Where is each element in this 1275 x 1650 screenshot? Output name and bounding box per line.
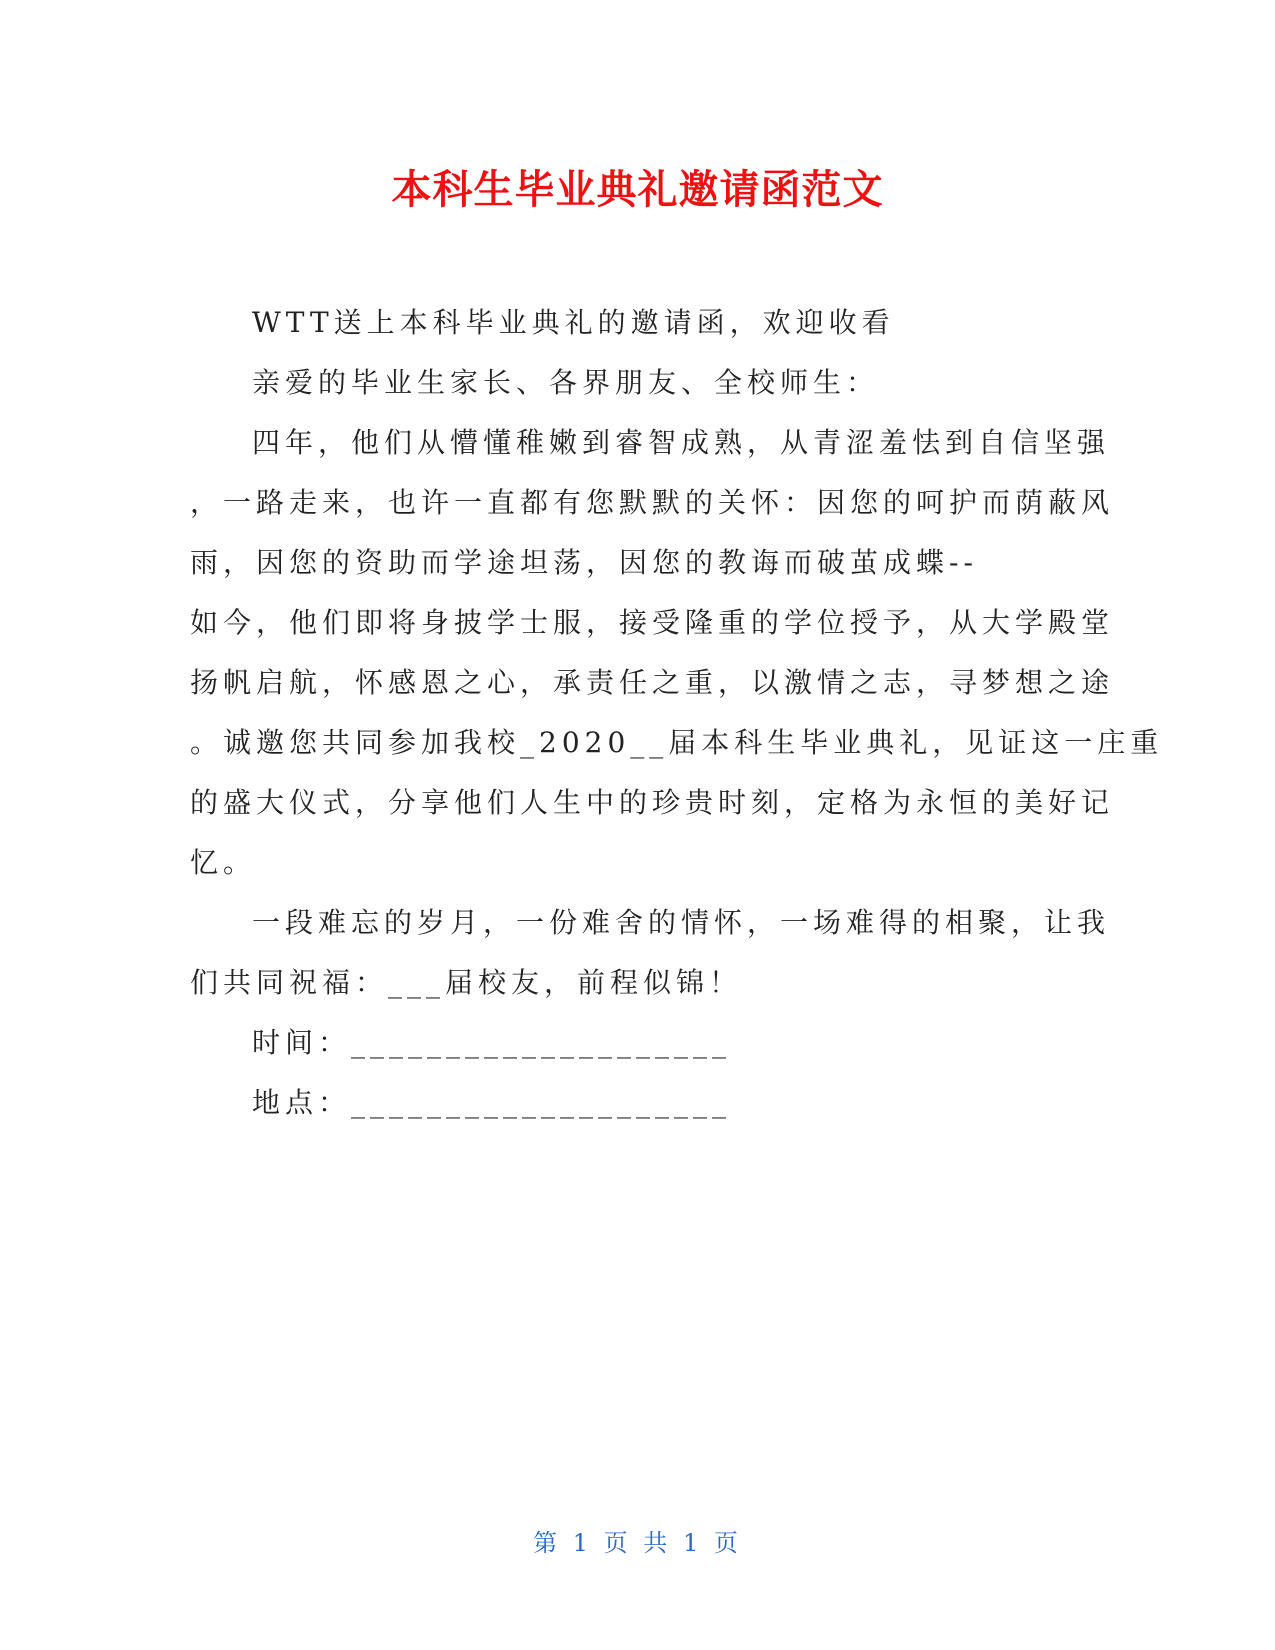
location-field-line: 地点：____________________ <box>252 1086 732 1119</box>
paragraph-line: ，一路走来，也许一直都有您默默的关怀：因您的呵护而荫蔽风 <box>190 486 1115 519</box>
paragraph-line: 们共同祝福：___届校友，前程似锦！ <box>190 966 743 999</box>
paragraph-line: 的盛大仪式，分享他们人生中的珍贵时刻，定格为永恒的美好记 <box>190 786 1115 819</box>
paragraph-line: 扬帆启航，怀感恩之心，承责任之重，以激情之志，寻梦想之途 <box>190 666 1115 699</box>
paragraph-line: 一段难忘的岁月，一份难舍的情怀，一场难得的相聚，让我 <box>252 906 1111 939</box>
document-title: 本科生毕业典礼邀请函范文 <box>391 167 884 213</box>
paragraph-line: 四年，他们从懵懂稚嫩到睿智成熟，从青涩羞怯到自信坚强 <box>252 426 1111 459</box>
salutation-line: 亲爱的毕业生家长、各界朋友、全校师生： <box>252 366 880 399</box>
paragraph-line: 如今，他们即将身披学士服，接受隆重的学位授予，从大学殿堂 <box>190 606 1115 639</box>
time-field-line: 时间：____________________ <box>252 1026 732 1059</box>
paragraph-line: 。诚邀您共同参加我校_2020__届本科生毕业典礼，见证这一庄重 <box>190 726 1164 759</box>
intro-line: WTT送上本科毕业典礼的邀请函，欢迎收看 <box>252 306 895 339</box>
document-body <box>190 293 1164 1133</box>
paragraph-line: 忆。 <box>190 846 257 879</box>
page-footer: 第 1 页 共 1 页 <box>533 1529 742 1557</box>
paragraph-line: 雨，因您的资助而学途坦荡，因您的教诲而破茧成蝶-- <box>190 546 978 579</box>
